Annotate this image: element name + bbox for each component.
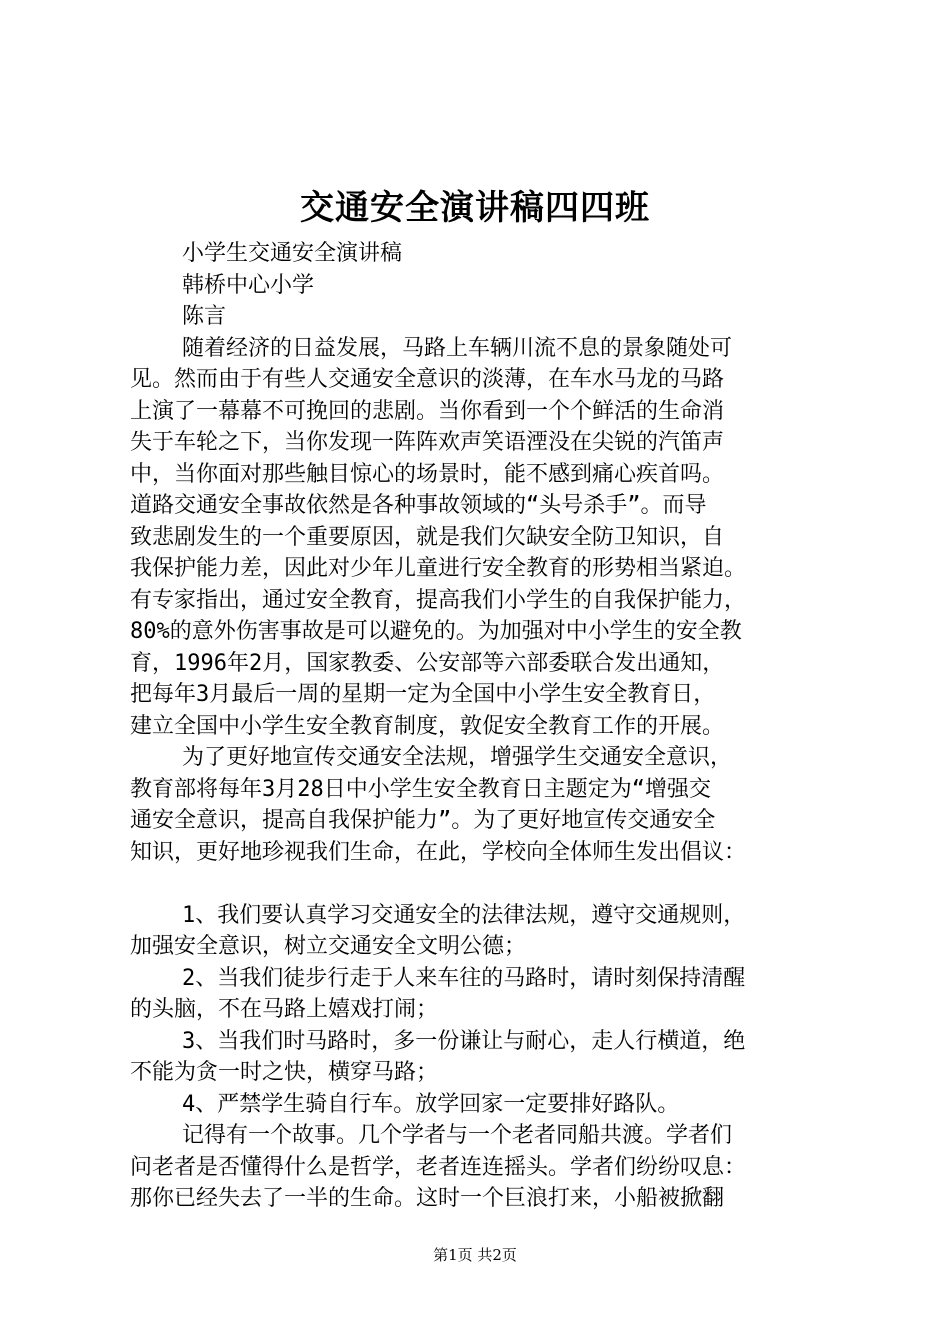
- list-item: 4、严禁学生骑自行车。放学回家一定要排好路队。: [182, 1091, 680, 1117]
- paragraph-line: 通安全意识，提高自我保护能力”。为了更好地宣传交通安全: [130, 808, 716, 833]
- list-item: 2、当我们徒步行走于人来车往的马路时，请时刻保持清醒: [182, 965, 746, 991]
- paragraph-line: 随着经济的日益发展，马路上车辆川流不息的景象随处可: [182, 335, 733, 361]
- list-item-continuation: 不能为贪一时之快，横穿马路；: [130, 1060, 439, 1085]
- blank-line: [130, 868, 830, 900]
- list-item: 1、我们要认真学习交通安全的法律法规，遵守交通规则，: [182, 902, 746, 928]
- list-item: 3、当我们时马路时，多一份谦让与耐心，走人行横道，绝: [182, 1028, 746, 1054]
- paragraph-line: 问老者是否懂得什么是哲学，老者连连摇头。学者们纷纷叹息：: [130, 1154, 747, 1180]
- paragraph-line: 建立全国中小学生安全教育制度，敦促安全教育工作的开展。: [130, 713, 725, 739]
- paragraph-line: 记得有一个故事。几个学者与一个老者同船共渡。学者们: [182, 1123, 733, 1148]
- paragraph-line: 为了更好地宣传交通安全法规，增强学生交通安全意识，: [182, 745, 733, 770]
- author-line: 陈言: [182, 304, 227, 329]
- paragraph-line: 致悲剧发生的一个重要原因，就是我们欠缺安全防卫知识，自: [130, 524, 725, 550]
- subtitle-line: 小学生交通安全演讲稿: [182, 241, 403, 266]
- list-item-continuation: 加强安全意识，树立交通安全文明公德；: [130, 934, 527, 959]
- document-body: [130, 238, 830, 1215]
- page-footer: 第1页 共2页: [433, 1246, 517, 1264]
- paragraph-line: 有专家指出，通过安全教育，提高我们小学生的自我保护能力，: [130, 587, 747, 613]
- paragraph-line: 育，1996年2月，国家教委、公安部等六部委联合发出通知，: [130, 650, 725, 676]
- paragraph-line: 80%的意外伤害事故是可以避免的。为加强对中小学生的安全教: [130, 619, 742, 644]
- paragraph-line: 教育部将每年3月28日中小学生安全教育日主题定为“增强交: [130, 776, 711, 802]
- paragraph-line: 上演了一幕幕不可挽回的悲剧。当你看到一个个鲜活的生命消: [130, 398, 725, 424]
- paragraph-line: 见。然而由于有些人交通安全意识的淡薄，在车水马龙的马路: [130, 367, 725, 392]
- school-line: 韩桥中心小学: [182, 272, 315, 298]
- paragraph-line: 那你已经失去了一半的生命。这时一个巨浪打来，小船被掀翻: [130, 1186, 725, 1211]
- paragraph-line: 中，当你面对那些触目惊心的场景时，能不感到痛心疾首吗。: [130, 461, 725, 487]
- document-title: 交通安全演讲稿四四班: [300, 188, 650, 228]
- paragraph-line: 我保护能力差，因此对少年儿童进行安全教育的形势相当紧迫。: [130, 556, 747, 581]
- paragraph-line: 失于车轮之下，当你发现一阵阵欢声笑语湮没在尖锐的汽笛声: [130, 430, 725, 455]
- paragraph-line: 把每年3月最后一周的星期一定为全国中小学生安全教育日，: [130, 682, 716, 707]
- list-item-continuation: 的头脑，不在马路上嬉戏打闹；: [130, 997, 439, 1022]
- paragraph-line: 知识，更好地珍视我们生命，在此，学校向全体师生发出倡议：: [130, 839, 747, 865]
- paragraph-line: 道路交通安全事故依然是各种事故领域的“头号杀手”。而导: [130, 493, 707, 518]
